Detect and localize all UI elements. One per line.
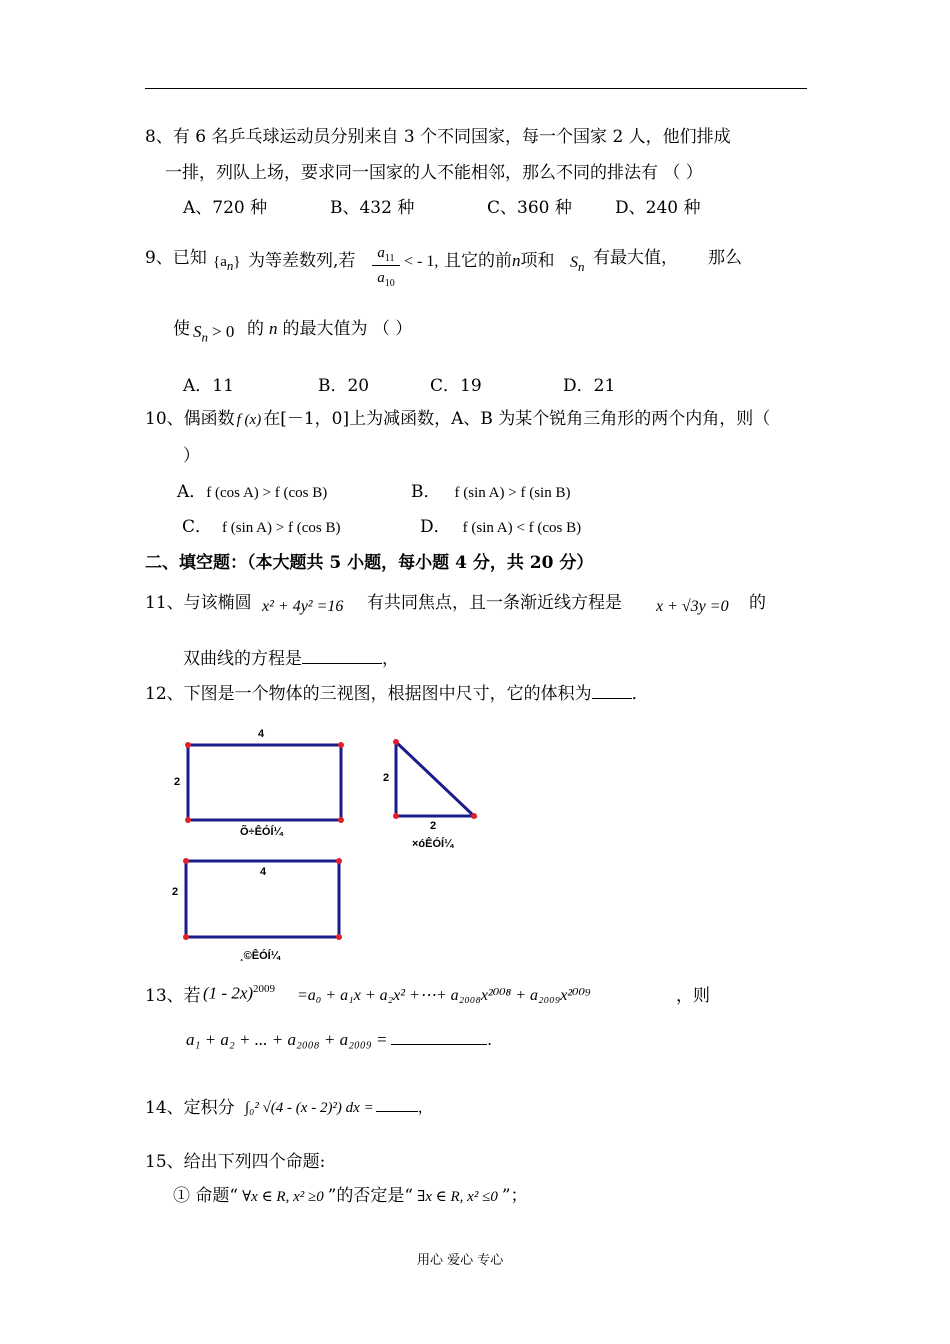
q9-text2: 且它的前n项和 [444,251,555,271]
vertex-dot [393,813,399,819]
side-view-width-label: 2 [430,820,437,832]
q9-sequence: $\{a_n\}$ [213,254,241,273]
q9-text1: 为等差数列,若 [248,251,356,271]
vertex-dot [183,934,189,940]
q11-text-b: 有共同焦点，且一条渐近线方程是 [367,593,622,613]
q9-text5: 那么 [708,248,742,268]
vertex-dot [471,813,477,819]
q14-integral: ∫₀² √(4 - (x - 2)²) dx = ， [245,1098,433,1116]
q10-option-c: C． f (sin A) > f (cos B) [182,517,341,537]
q8-option-a: A、720 种 [183,198,268,218]
q10-line1: 10、偶函数 f (x) 在[－1，0]上为减函数，A、B 为某个锐角三角形的两个内角，则（ [145,409,771,429]
q9-prefix: 9、已知 [145,248,207,268]
q8-line1: 8、有 6 名乒乓球运动员分别来自 3 个不同国家，每一个国家 2 人，他们排成 [145,127,731,147]
q9-option-c: C．19 [430,376,482,396]
q11-text-a: 11、与该椭圆 [145,593,252,613]
q12-text: 12、下图是一个物体的三视图，根据图中尺寸，它的体积为 ． [145,684,649,704]
front-view-width-label: 4 [258,728,265,740]
q8-option-c: C、360 种 [487,198,572,218]
q10-option-d: D． f (sin A) < f (cos B) [420,517,582,537]
side-view-triangle [396,742,474,816]
q9-line2-b: 的 n 的最大值为 （ ） [247,319,413,339]
q14-text: 14、定积分 [145,1098,235,1118]
section2-heading: 二、填空题：（本大题共 5 小题，每小题 4 分，共 20 分） [145,553,594,573]
q8-option-d: D、240 种 [615,198,701,218]
q13-text-b: ，则 [676,986,710,1006]
q13-text-a: 13、若 [145,986,201,1006]
front-view [185,742,344,823]
top-view-caption: ¸©ÊÓÍ¼ [240,950,280,962]
q9-condition: < - 1, [404,253,439,270]
side-view [393,739,477,819]
vertex-dot [183,858,189,864]
vertex-dot [336,934,342,940]
q10-option-b: B． f (sin A) > f (sin B) [411,482,571,502]
q8-option-b: B、432 种 [330,198,415,218]
top-view-width-label: 4 [260,866,267,878]
front-view-rect [188,745,341,820]
header-rule [145,88,807,89]
q10-option-a: A．f (cos A) > f (cos B) [177,482,328,502]
side-view-height-label: 2 [383,772,390,784]
vertex-dot [185,817,191,823]
q13-binomial: (1 - 2x)$^{2009}$ [203,983,276,1003]
q11-ellipse-eq: x² + 4y² =16 [262,598,344,615]
q15-text: 15、给出下列四个命题: [145,1152,326,1172]
vertex-dot [336,858,342,864]
q9-sum: $S_n$ [570,254,585,275]
q9-line2-a: 使 [173,319,190,339]
q11-asymptote-eq: x + √3y =0 [656,598,729,615]
vertex-dot [338,742,344,748]
q13-line2: a₁ + a₂ + ... + a₂₀₀₈ + a₂₀₀₉ = . [186,1030,492,1049]
side-view-caption: ×óÊÓÍ¼ [412,838,454,850]
q11-text-c: 的 [749,593,766,613]
q9-condition-sum: $S_n > 0$ [193,322,235,345]
front-view-height-label: 2 [174,776,181,788]
q9-option-a: A．11 [183,376,234,396]
q15-item1: ① 命题“ ∀x ∈ R, x² ≥0 ”的否定是“ ∃x ∈ R, x² ≤0 ”； [173,1186,528,1206]
q10-line2: ） [183,446,200,466]
vertex-dot [185,742,191,748]
vertex-dot [393,739,399,745]
q9-option-b: B．20 [318,376,370,396]
q9-fraction: $a_{11}$ $a_{10}$ [372,243,400,289]
vertex-dot [338,817,344,823]
q13-expansion: =a₀ + a₁x + a₂x² +⋯+ a₂₀₀₈x²⁰⁰⁸ + a₂₀₀₉x²⁰⁰⁹ [297,987,591,1004]
page-footer: 用心 爱心 专心 [417,1253,504,1268]
q9-option-d: D．21 [563,376,616,396]
q9-text4: 有最大值， [593,248,678,268]
q8-line2: 一排，列队上场，要求同一国家的人不能相邻，那么不同的排法有 （ ） [165,163,703,183]
q11-line2: 双曲线的方程是 ， [183,649,399,669]
front-view-caption: Õ÷ÊÓÍ¼ [240,826,283,838]
top-view-height-label: 2 [172,886,179,898]
